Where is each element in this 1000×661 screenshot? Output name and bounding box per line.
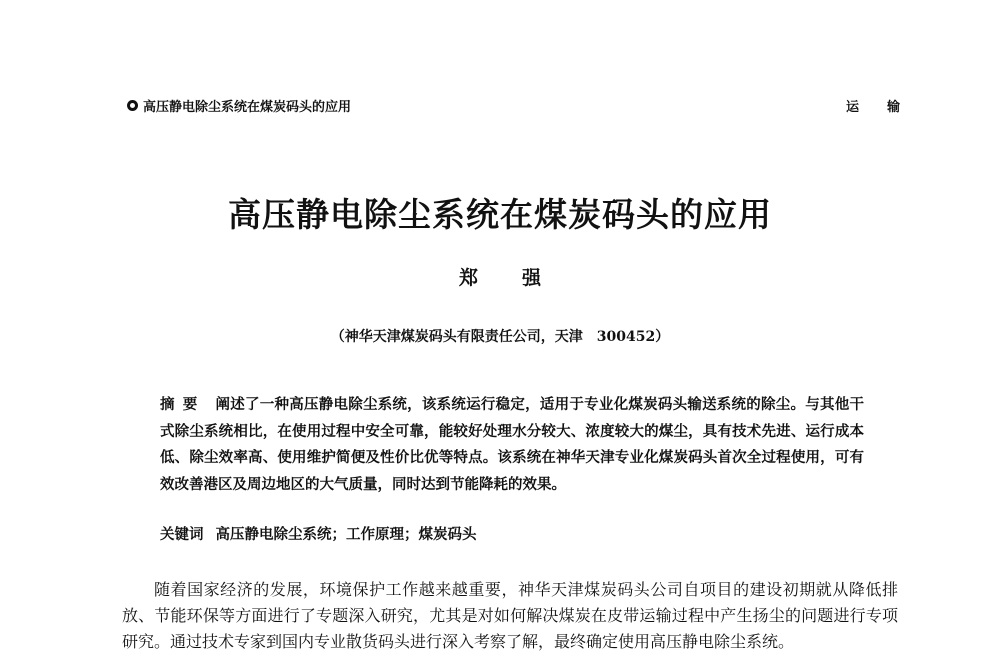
author-affiliation: （神华天津煤炭码头有限责任公司，天津 300452） (330, 329, 670, 345)
author-name: 郑强 (458, 267, 585, 289)
abstract-block (160, 392, 864, 498)
abstract-label: 摘要 (160, 397, 206, 413)
running-title-text: 高压静电除尘系统在煤炭码头的应用 (143, 100, 352, 115)
keywords-label: 关键词 (160, 527, 204, 543)
keywords-text: 高压静电除尘系统；工作原理；煤炭码头 (215, 526, 477, 543)
keywords-block (160, 523, 864, 544)
body-paragraph-text: 随着国家经济的发展，环境保护工作越来越重要，神华天津煤炭码头公司自项目的建设初期就从降低排放、节能环保等方面进行了专题深入研究，尤其是对如何解决煤炭在皮带运输过程中产生扬尘的问题进行专项研究。通过技术专家到国内专业散货码头进行深入考察了解，最终确定使用高压静电除尘系统。 (122, 580, 898, 651)
running-header (127, 96, 928, 118)
section-label: 运输 (845, 100, 928, 115)
abstract-text: 阐述了一种高压静电除尘系统，该系统运行稳定，适用于专业化煤炭码头输送系统的除尘。与其他干式除尘系统相比，在使用过程中安全可靠，能较好处理水分较大、浓度较大的煤尘，具有技术先进、运行成本低、除尘效率高、使用维护简便及性价比优等特点。该系统在神华天津专业化煤炭码头首次全过程使用，可有效改善港区及周边地区的大气质量，同时达到节能降耗的效果。 (160, 396, 865, 493)
paper-title: 高压静电除尘系统在煤炭码头的应用 (228, 195, 772, 234)
running-title (127, 96, 351, 115)
bullet-icon (127, 100, 138, 111)
body-paragraph (122, 577, 898, 655)
